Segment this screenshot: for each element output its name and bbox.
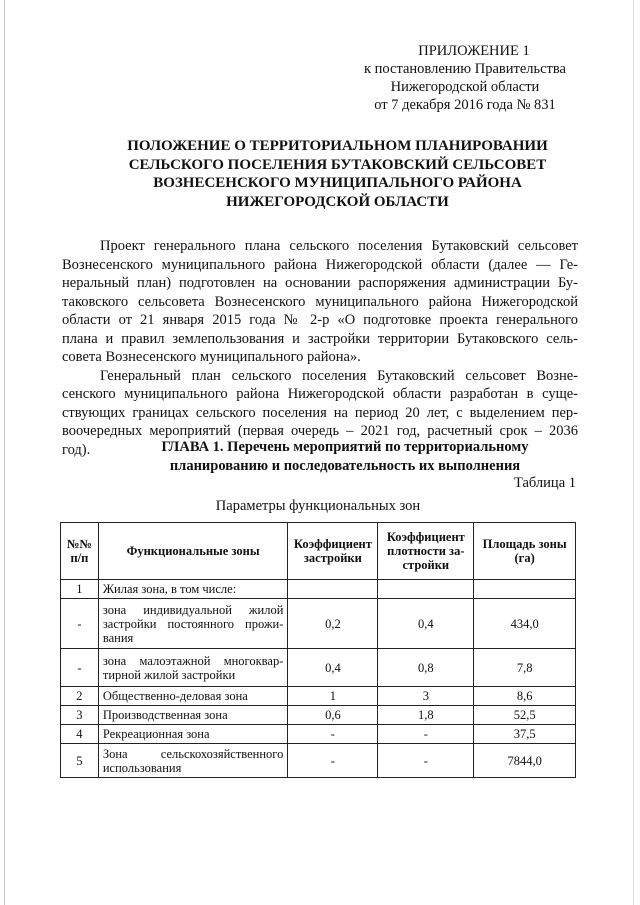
cell-coef-density: 0,4 <box>378 599 474 649</box>
cell-num: 1 <box>61 580 99 599</box>
cell-coef-density <box>378 580 474 599</box>
cell-zone: Рекреационная зона <box>98 725 288 744</box>
text-line: Вознесенского муниципального района Нижегородской области (далее — Ге- <box>62 256 578 273</box>
cell-area: 52,5 <box>474 706 576 725</box>
header-num: №№ п/п <box>61 523 99 580</box>
cell-coef-density: - <box>378 725 474 744</box>
text-line: Проект генерального плана сельского поселения Бутаковский сельсовет <box>100 238 578 254</box>
appendix-date: от 7 декабря 2016 года № 831 <box>374 97 556 113</box>
cell-coef-density: - <box>378 744 474 778</box>
table-row <box>61 649 576 687</box>
cell-coef-build: - <box>288 744 378 778</box>
text-line: области от 21 января 2015 года № 2-р «О подготовке проекта генерального <box>62 312 578 328</box>
table-row <box>61 706 576 725</box>
scan-edge-right <box>633 0 634 905</box>
text-line: ствующих границах сельского поселения на период 20 лет, с выделением пер- <box>62 404 578 421</box>
cell-num: 3 <box>61 706 99 725</box>
title-line: ПОЛОЖЕНИЕ О ТЕРРИТОРИАЛЬНОМ ПЛАНИРОВАНИИ <box>127 138 548 154</box>
text-line: таковского сельсовета Вознесенского муниципального района Нижегородской <box>62 293 578 310</box>
table-row <box>61 725 576 744</box>
header-area: Площадь зоны (га) <box>474 523 576 580</box>
cell-area: 434,0 <box>474 599 576 649</box>
body-text <box>62 237 578 459</box>
text-line: сенского муниципального района Нижегородской области разработан в суще- <box>62 386 578 402</box>
cell-coef-build: 0,6 <box>288 706 378 725</box>
document-title <box>80 137 595 211</box>
zones-table <box>60 522 576 778</box>
text-line: плана и правил землепользования и застройки территории Бутаковского сель- <box>62 330 578 347</box>
cell-num: 4 <box>61 725 99 744</box>
cell-coef-density: 1,8 <box>378 706 474 725</box>
table-row <box>61 580 576 599</box>
cell-area <box>474 580 576 599</box>
cell-area: 7,8 <box>474 649 576 687</box>
header-coef-build: Коэффициент застройки <box>288 523 378 580</box>
cell-coef-density: 3 <box>378 687 474 706</box>
table-header-row <box>61 523 576 580</box>
table-number: Таблица 1 <box>513 475 576 491</box>
appendix-title: ПРИЛОЖЕНИЕ 1 <box>418 43 530 59</box>
chapter-line: ГЛАВА 1. Перечень мероприятий по территориальному <box>161 439 529 455</box>
cell-coef-density: 0,8 <box>378 649 474 687</box>
title-line: ВОЗНЕСЕНСКОГО МУНИЦИПАЛЬНОГО РАЙОНА <box>153 175 522 191</box>
cell-zone: Зона сельскохозяйственного использования <box>98 744 288 778</box>
paragraph-1 <box>62 237 578 367</box>
text-line: совета Вознесенского муниципального района». <box>62 349 361 365</box>
cell-zone: зона малоэтажной многоквар-тирной жилой застройки <box>98 649 288 687</box>
cell-zone: Жилая зона, в том числе: <box>98 580 288 599</box>
appendix-line: к постановлению Правительства <box>364 61 566 77</box>
chapter-heading <box>120 438 570 475</box>
text-line: неральный план) подготовлен на основании распоряжения администрации Бу- <box>62 275 578 291</box>
cell-area: 8,6 <box>474 687 576 706</box>
title-line: СЕЛЬСКОГО ПОСЕЛЕНИЯ БУТАКОВСКИЙ СЕЛЬСОВЕТ <box>128 156 547 173</box>
cell-zone: Общественно-деловая зона <box>98 687 288 706</box>
scan-edge-left <box>4 0 5 905</box>
cell-coef-build: 0,2 <box>288 599 378 649</box>
cell-coef-build: 1 <box>288 687 378 706</box>
cell-coef-build: - <box>288 725 378 744</box>
chapter-line: планированию и последовательность их выполнения <box>169 457 521 474</box>
table-row <box>61 687 576 706</box>
table-row <box>61 599 576 649</box>
title-line: НИЖЕГОРОДСКОЙ ОБЛАСТИ <box>226 193 449 210</box>
cell-num: - <box>61 649 99 687</box>
text-line: год). <box>62 441 91 458</box>
text-line: воочередных мероприятий (первая очередь – 2021 год, расчетный срок – 2036 <box>62 423 578 439</box>
cell-zone: зона индивидуальной жилой застройки постоянного прожи-вания <box>98 599 288 649</box>
cell-coef-build <box>288 580 378 599</box>
text-line: Генеральный план сельского поселения Бутаковский сельсовет Возне- <box>100 367 578 384</box>
header-coef-density: Коэффициент плотности за-стройки <box>378 523 474 580</box>
header-zone: Функциональные зоны <box>98 523 288 580</box>
table-caption: Параметры функциональных зон <box>215 498 421 514</box>
appendix-line: Нижегородской области <box>390 79 540 95</box>
cell-num: - <box>61 599 99 649</box>
cell-coef-build: 0,4 <box>288 649 378 687</box>
table-row <box>61 744 576 778</box>
cell-num: 2 <box>61 687 99 706</box>
cell-area: 37,5 <box>474 725 576 744</box>
cell-zone: Производственная зона <box>98 706 288 725</box>
appendix-header <box>300 42 630 114</box>
cell-area: 7844,0 <box>474 744 576 778</box>
cell-num: 5 <box>61 744 99 778</box>
